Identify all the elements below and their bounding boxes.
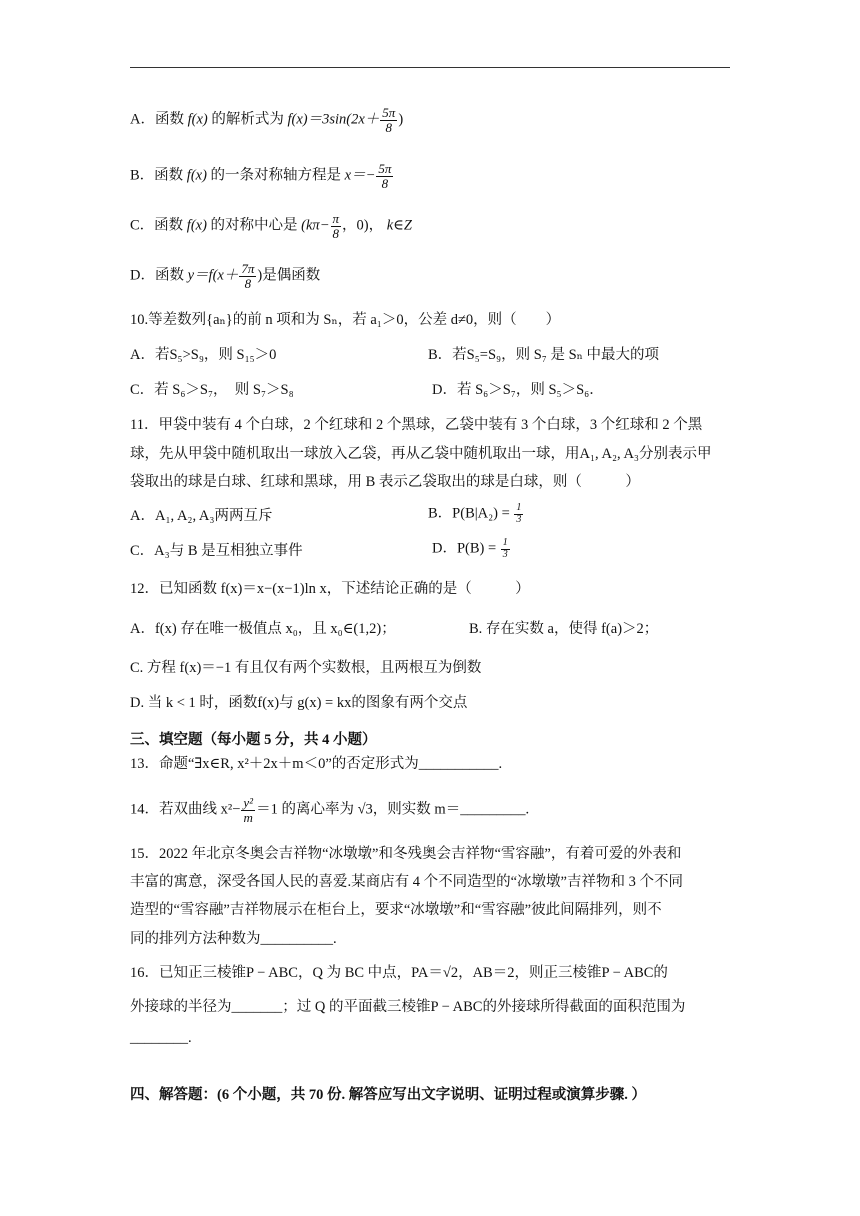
q12-option-b: B. 存在实数 a，使得 f(a)＞2； — [469, 621, 659, 637]
q11-option-a: A．A₁, A₂, A₃两两互斥 — [130, 508, 273, 524]
q10-option-c: C．若 S₆＞S₇， 则 S₇＞S₈ — [130, 382, 294, 398]
q15-line-4: 同的排列方法种数为__________. — [130, 931, 337, 947]
q12-stem: 12．已知函数 f(x)＝x−(x−1)ln x，下述结论正确的是（ ） — [130, 581, 530, 597]
q9-option-b: B．函数 f(x) 的一条对称轴方程是 x＝− $\frac{5\pi}{8}$ — [130, 161, 392, 191]
q16-line-2: 外接球的半径为_______；过 Q 的平面截三棱锥P − ABC的外接球所得截面的面积范围为 — [130, 999, 686, 1015]
q11-option-b: B．P(B|A₂) = $\frac{1}{3}$ — [428, 502, 522, 525]
q10-option-a: A．若S₅>S₉，则 S₁₅＞0 — [130, 347, 277, 363]
q11-line-2: 球，先从甲袋中随机取出一球放入乙袋，再从乙袋中随机取出一球，用A₁, A₂, A₃分别表示甲 — [130, 446, 712, 462]
q15-line-2: 丰富的寓意，深受各国人民的喜爱.某商店有 4 个不同造型的“冰墩墩”吉祥物和 3 个不同 — [130, 874, 683, 890]
q9-option-d: D．函数 y＝f(x＋ $\frac{7\pi}{8}$ )是偶函数 — [130, 261, 321, 291]
section-4-heading: 四、解答题：(6 个小题，共 70 份. 解答应写出文字说明、证明过程或演算步骤. ） — [130, 1087, 646, 1103]
q11-line-1: 11．甲袋中装有 4 个白球，2 个红球和 2 个黑球，乙袋中装有 3 个白球，3 个红球和 2 个黑 — [130, 417, 703, 433]
q15-line-3: 造型的“雪容融”吉祥物展示在柜台上，要求“冰墩墩”和“雪容融”彼此间隔排列，则不 — [130, 902, 662, 918]
q16-line-1: 16．已知正三棱锥P − ABC，Q 为 BC 中点，PA＝√2，AB＝2，则正三棱锥P − ABC的 — [130, 965, 668, 981]
q14: 14．若双曲线 x²− $\frac{\text{y²}}{m}$ ＝1 的离心率为 √3，则实数 m＝_________. — [130, 795, 530, 825]
q12-option-c: C. 方程 f(x)＝−1 有且仅有两个实数根，且两根互为倒数 — [130, 660, 482, 676]
q12-option-a: A．f(x) 存在唯一极值点 x₀，且 x₀∈(1,2)； — [130, 621, 396, 637]
q15-line-1: 15．2022 年北京冬奥会吉祥物“冰墩墩”和冬残奥会吉祥物“雪容融”，有着可爱的外表和 — [130, 846, 682, 862]
q12-option-d: D. 当 k < 1 时，函数f(x)与 g(x) = kx的图象有两个交点 — [130, 695, 468, 711]
q11-option-d: D．P(B) = $\frac{1}{3}$ — [432, 537, 508, 560]
q9-option-c: C．函数 f(x) 的对称中心是 (kπ− $\frac{\pi}{8}$ ，0)， k∈Z — [130, 211, 412, 241]
q16-line-3: ________. — [130, 1030, 192, 1046]
q11-option-c: C．A₃与 B 是互相独立事件 — [130, 543, 303, 559]
q9-option-a: A．函数 f(x) 的解析式为 f(x)＝3sin(2x＋ $\frac{5\pi}{8}$ ) — [130, 105, 404, 135]
section-3-heading: 三、填空题（每小题 5 分，共 4 小题） — [130, 732, 377, 748]
q10-option-d: D．若 S₆＞S₇，则 S₅＞S₆． — [432, 382, 604, 398]
q13: 13．命题“∃x∈R, x²＋2x＋m＜0”的否定形式为___________. — [130, 756, 503, 772]
q10-option-b: B．若S₅=S₉，则 S₇ 是 Sₙ 中最大的项 — [428, 347, 660, 363]
q10-stem: 10.等差数列{aₙ}的前 n 项和为 Sₙ，若 a₁＞0，公差 d≠0，则（ ） — [130, 312, 561, 328]
header-rule — [130, 67, 730, 68]
q11-line-3: 袋取出的球是白球、红球和黑球，用 B 表示乙袋取出的球是白球，则（ ） — [130, 474, 640, 490]
